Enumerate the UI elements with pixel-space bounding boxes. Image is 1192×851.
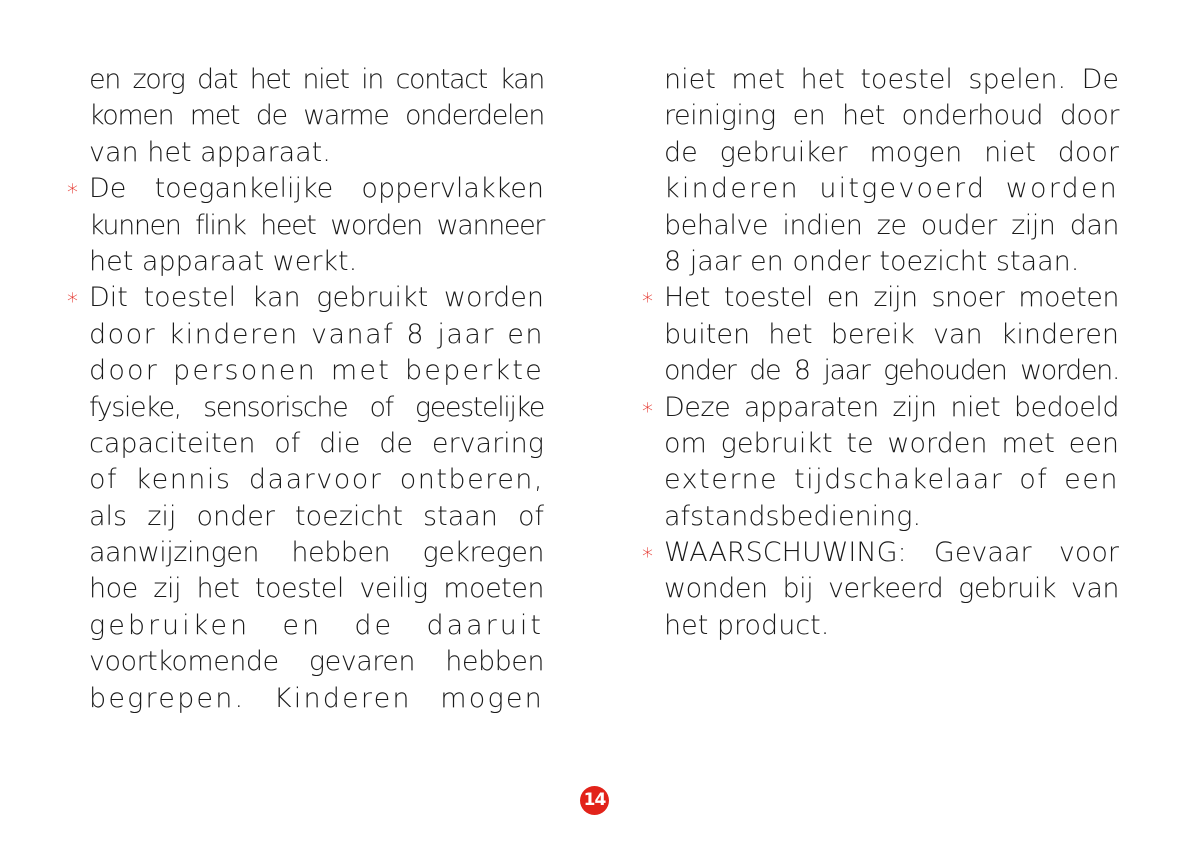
text-line: capaciteiten of die de ervaring xyxy=(89,427,544,459)
text-line: om gebruikt te worden met een xyxy=(664,427,1119,459)
text-line: niet met het toestel spelen. De xyxy=(664,64,1119,95)
text-line: voortkomende gevaren hebben xyxy=(89,646,544,678)
text-line: * Dit toestel kan gebruikt worden xyxy=(89,280,544,316)
left-column xyxy=(67,62,544,717)
text-line: 8 jaar en onder toezicht staan. xyxy=(664,245,1080,277)
bullet-asterisk-icon: * xyxy=(642,290,653,316)
text-line: reiniging en het onderhoud door xyxy=(664,100,1119,132)
text-line: kinderen uitgevoerd worden xyxy=(664,173,1119,205)
text-line: de gebruiker mogen niet door xyxy=(664,136,1119,168)
bullet-asterisk-icon: * xyxy=(67,181,78,207)
text-line: fysieke, sensorische of geestelijke xyxy=(89,391,544,423)
text-line: * WAARSCHUWING: Gevaar voor xyxy=(664,535,1119,571)
text-line: gebruiken en de daaruit xyxy=(89,609,544,641)
text-line: begrepen. Kinderen mogen xyxy=(89,682,544,714)
text-line: afstandsbediening. xyxy=(664,500,922,532)
text-line: * Het toestel en zijn snoer moeten xyxy=(664,280,1119,316)
text-line: als zij onder toezicht staan of xyxy=(89,500,544,532)
text-line: of kennis daarvoor ontberen, xyxy=(89,464,544,496)
bullet-asterisk-icon: * xyxy=(642,399,653,425)
text-line: behalve indien ze ouder zijn dan xyxy=(664,209,1119,241)
bullet-asterisk-icon: * xyxy=(67,290,78,316)
text-line: buiten het bereik van kinderen xyxy=(664,318,1119,350)
text-line: wonden bij verkeerd gebruik van xyxy=(664,573,1119,605)
text-line: kunnen flink heet worden wanneer xyxy=(89,209,544,241)
text-line: externe tijdschakelaar of een xyxy=(664,464,1119,496)
right-column xyxy=(642,62,1119,644)
text-line: * De toegankelijke oppervlakken xyxy=(89,171,544,207)
text-line: komen met de warme onderdelen xyxy=(89,100,544,132)
text-line: onder de 8 jaar gehouden worden. xyxy=(664,355,1119,387)
text-line: aanwijzingen hebben gekregen xyxy=(89,537,544,569)
text-line: het apparaat werkt. xyxy=(89,245,358,277)
text-line: het product. xyxy=(664,609,830,641)
text-line: door personen met beperkte xyxy=(89,355,544,387)
text-line: * Deze apparaten zijn niet bedoeld xyxy=(664,390,1119,426)
text-line: en zorg dat het niet in contact kan xyxy=(89,64,544,95)
text-line: van het apparaat. xyxy=(89,136,331,168)
bullet-asterisk-icon: * xyxy=(642,545,653,571)
page-number-badge: 14 xyxy=(580,786,609,815)
text-line: door kinderen vanaf 8 jaar en xyxy=(89,318,544,350)
text-line: hoe zij het toestel veilig moeten xyxy=(89,573,544,605)
